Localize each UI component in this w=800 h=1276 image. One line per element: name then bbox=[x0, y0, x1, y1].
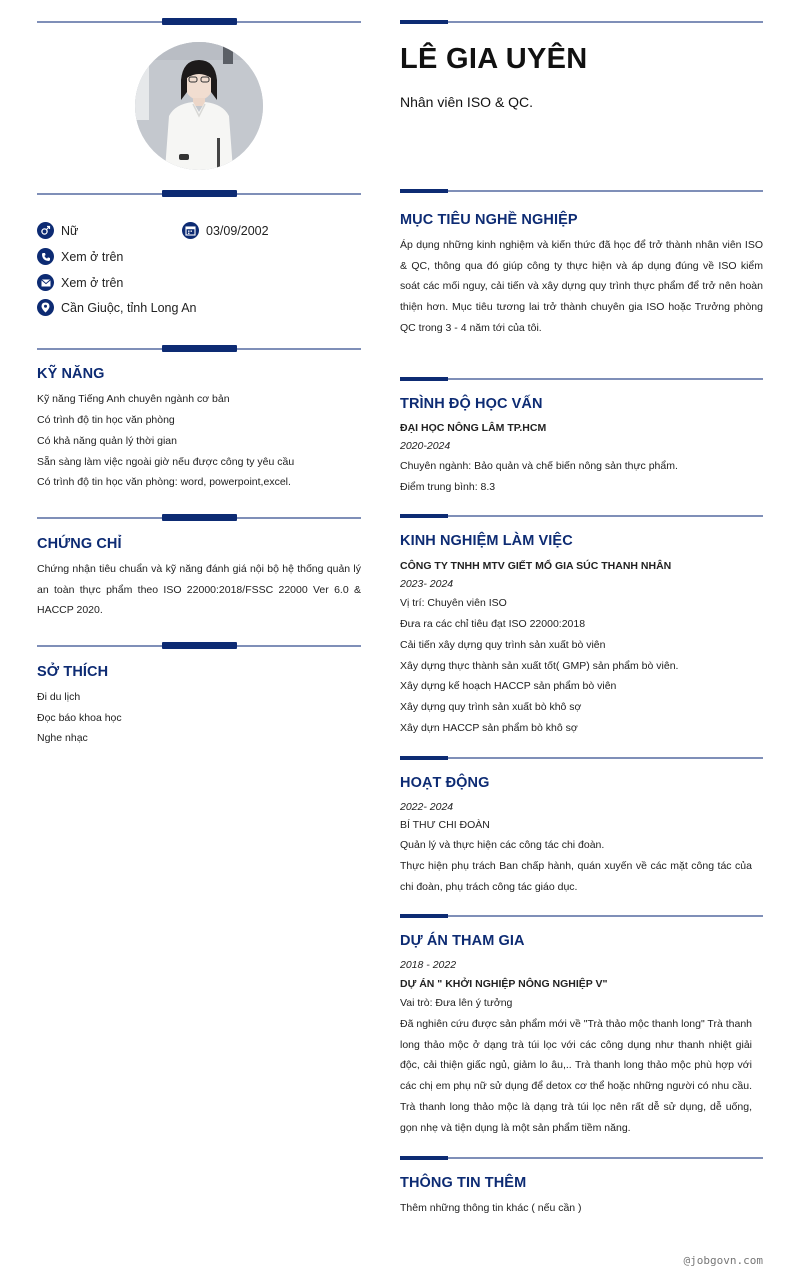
section-divider bbox=[400, 514, 763, 519]
experience-item: Xây dựng quy trình sản xuất bò khô sợ bbox=[400, 701, 582, 713]
experience-item: Cải tiến xây dựng quy trình sản xuất bò viên bbox=[400, 639, 606, 651]
projects-role: Vai trò: Đưa lên ý tưởng bbox=[400, 997, 513, 1009]
address-row bbox=[37, 299, 197, 316]
experience-title: KINH NGHIỆM LÀM VIỆC bbox=[400, 533, 573, 549]
projects-name: DỰ ÁN " KHỞI NGHIỆP NÔNG NGHIỆP V" bbox=[400, 978, 608, 990]
activities-item: Thực hiện phụ trách Ban chấp hành, quán xuyến về các mặt công tác của chi đoàn, phụ trách công tác giáo dục. bbox=[400, 860, 752, 893]
phone-text: Xem ở trên bbox=[61, 249, 124, 264]
candidate-name: LÊ GIA UYÊN bbox=[400, 43, 588, 75]
profile-photo bbox=[135, 42, 263, 170]
skill-item: Có trình độ tin học văn phòng bbox=[37, 414, 175, 426]
hobbies-title: SỞ THÍCH bbox=[37, 664, 109, 680]
birthday-text: 03/09/2002 bbox=[206, 223, 269, 238]
activities-item: Quản lý và thực hiện các công tác chi đoàn. bbox=[400, 839, 605, 851]
section-divider bbox=[400, 1156, 763, 1161]
experience-item: Xây dựn HACCP sản phẩm bò khô sợ bbox=[400, 722, 578, 734]
projects-period: 2018 - 2022 bbox=[400, 959, 457, 971]
hobby-item: Nghe nhạc bbox=[37, 732, 88, 744]
section-divider bbox=[37, 190, 361, 199]
job-title: Nhân viên ISO & QC. bbox=[400, 94, 534, 110]
skills-title: KỸ NĂNG bbox=[37, 366, 105, 382]
section-divider bbox=[37, 642, 361, 651]
section-divider bbox=[37, 18, 361, 27]
skill-item: Sẵn sàng làm việc ngoài giờ nếu được công ty yêu cầu bbox=[37, 456, 295, 468]
section-divider bbox=[37, 345, 361, 354]
email-text: Xem ở trên bbox=[61, 275, 124, 290]
additional-text: Thêm những thông tin khác ( nếu cần ) bbox=[400, 1202, 582, 1214]
certificates-text: Chứng nhận tiêu chuẩn và kỹ năng đánh giá nội bộ hệ thống quản lý an toàn thực phẩm theo ISO 22000:2018/FSSC 22000 Ver 6.0 & HACCP 2020. bbox=[37, 563, 361, 617]
experience-item: Vị trí: Chuyên viên ISO bbox=[400, 597, 507, 609]
section-divider bbox=[400, 756, 763, 761]
section-divider bbox=[400, 914, 763, 919]
projects-title: DỰ ÁN THAM GIA bbox=[400, 933, 525, 949]
avatar bbox=[135, 42, 263, 170]
skill-item: Có khả năng quản lý thời gian bbox=[37, 435, 177, 447]
gender-icon bbox=[37, 222, 54, 239]
activities-period: 2022- 2024 bbox=[400, 801, 454, 813]
education-school: ĐẠI HỌC NÔNG LÂM TP.HCM bbox=[400, 422, 547, 434]
section-divider bbox=[400, 20, 763, 25]
gender-row bbox=[37, 222, 78, 239]
skill-item: Kỹ năng Tiếng Anh chuyên ngành cơ bản bbox=[37, 393, 230, 405]
experience-company: CÔNG TY TNHH MTV GIẾT MỔ GIA SÚC THANH NHÂN bbox=[400, 560, 672, 572]
hobby-item: Đọc báo khoa học bbox=[37, 712, 122, 724]
email-row bbox=[37, 274, 123, 291]
education-major: Chuyên ngành: Bảo quản và chế biến nông sản thực phẩm. bbox=[400, 460, 678, 472]
skill-item: Có trình độ tin học văn phòng: word, powerpoint,excel. bbox=[37, 476, 291, 488]
phone-row bbox=[37, 248, 123, 265]
watermark: @jobgovn.com bbox=[683, 1254, 763, 1267]
certificates-title: CHỨNG CHỈ bbox=[37, 536, 122, 552]
experience-item: Xây dựng thực thành sản xuất tốt( GMP) sản phẩm bò viên. bbox=[400, 660, 679, 672]
experience-item: Đưa ra các chỉ tiêu đạt ISO 22000:2018 bbox=[400, 618, 586, 630]
hobby-item: Đi du lịch bbox=[37, 691, 81, 703]
education-period: 2020-2024 bbox=[400, 440, 451, 452]
objective-text: Áp dụng những kinh nghiệm và kiến thức đã học để trở thành nhân viên ISO & QC, thông qua đó giúp công ty thực hiện và áp dụng đúng về ISO kiểm soát các mối nguy, cải tiến và xây dựng quy trình thực phẩm để trở nên hoàn thiện hơn. Mục tiêu tương lai trở thành chuyên gia ISO hoặc Trưởng phòng QC trong 3 - 4 năm tới của tôi. bbox=[400, 239, 763, 334]
envelope-icon bbox=[37, 274, 54, 291]
address-text: Cần Giuộc, tỉnh Long An bbox=[61, 300, 197, 315]
birthday-row bbox=[182, 222, 269, 239]
calendar-icon bbox=[182, 222, 199, 239]
objective-title: MỤC TIÊU NGHỀ NGHIỆP bbox=[400, 212, 578, 228]
education-title: TRÌNH ĐỘ HỌC VẤN bbox=[400, 396, 543, 412]
additional-title: THÔNG TIN THÊM bbox=[400, 1175, 527, 1191]
section-divider bbox=[400, 377, 763, 382]
experience-period: 2023- 2024 bbox=[400, 578, 454, 590]
phone-icon bbox=[37, 248, 54, 265]
section-divider bbox=[37, 514, 361, 523]
section-divider bbox=[400, 189, 763, 194]
location-pin-icon bbox=[37, 299, 54, 316]
experience-item: Xây dựng kế hoạch HACCP sản phẩm bò viên bbox=[400, 680, 617, 692]
activities-title: HOẠT ĐỘNG bbox=[400, 775, 490, 791]
projects-description: Đã nghiên cứu được sản phẩm mới về "Trà thảo mộc thanh long" Trà thanh long thảo mộc ở dạng trà túi lọc với các công dụng như thanh nhiệt giải độc, cải thiện giấc ngủ, giảm lo âu,.. Trà thanh long thảo mộc phù hợp với các chị em phụ nữ sử dụng để detox cơ thể hoặc những người có nhu cầu. Trà thanh long thảo mộc là dạng trà túi lọc nên rất dễ sử dụng, dễ uống, gọn nhẹ và tiện dụng là một sản phẩm tiềm năng. bbox=[400, 1018, 752, 1134]
activities-role: BÍ THƯ CHI ĐOÀN bbox=[400, 819, 490, 831]
gender-text: Nữ bbox=[61, 223, 79, 238]
education-gpa: Điểm trung bình: 8.3 bbox=[400, 481, 496, 493]
